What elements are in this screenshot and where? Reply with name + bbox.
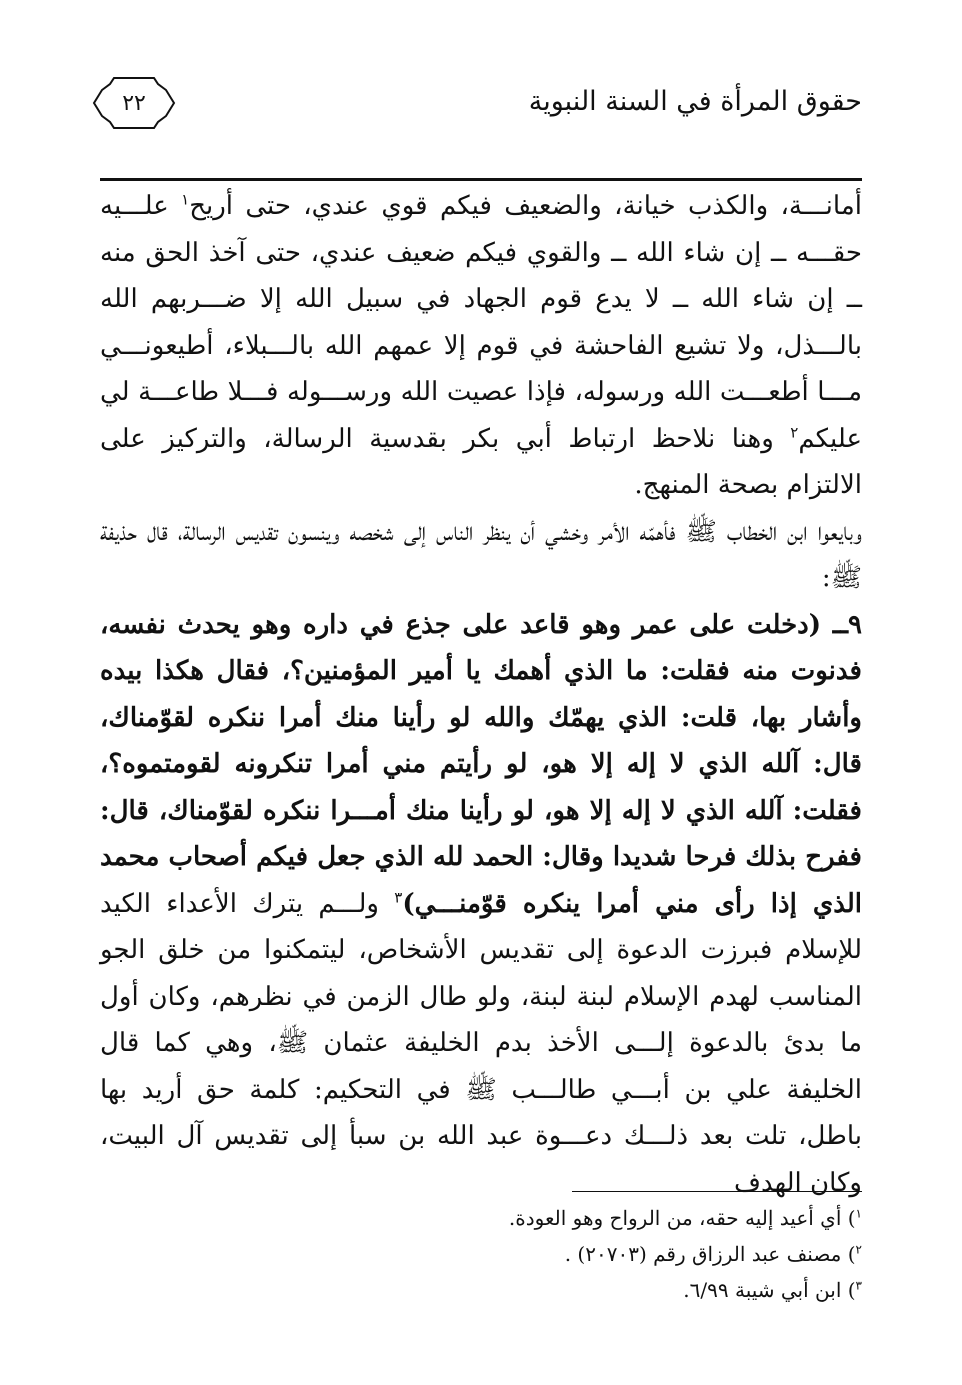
footnote-3 bbox=[100, 1272, 862, 1308]
footnotes bbox=[100, 1200, 862, 1308]
body-text bbox=[100, 183, 862, 1206]
page-number-badge bbox=[92, 74, 176, 132]
p1-segment-3: وهنا نلاحظ ارتباط أبي بكر بقدسية الرسالة، والتركيز على الالتزام بصحة المنهج. bbox=[100, 423, 862, 500]
footnote-2 bbox=[100, 1236, 862, 1272]
footnote-number: ٣ bbox=[855, 1278, 862, 1293]
p1-segment-2: علـــيه حقـــه ــ إن شاء الله ــ والقوي فيكم ضعيف عندي، حتى آخذ الحق منه ــ إن شاء الله ــ لا يدع قوم الجهاد في سبيل الله إلا ضـــربهم الله بالـــذل، ولا تشيع الفاحشة في قوم إلا عمهم الله بالـــبلاء، أطيعونـــي مـــا أطعـــت الله ورسوله، فإذا عصيت الله ورســـوله فـــلا طاعـــة لي عليكم bbox=[100, 191, 862, 454]
footnote-ref-2[interactable]: ٢ bbox=[790, 422, 799, 441]
page-number: ٢٢ bbox=[122, 90, 146, 116]
paragraph-2: وبايعوا ابن الخطاب ﷺ فأهمّه الأمر وخشي أن ينظر الناس إلى شخصه وينسون تقديس الرسالة، قال حذيفة ﷺ: bbox=[100, 516, 862, 593]
hadith-quote: ٩ــ (دخلت على عمر وهو قاعد على جذع في داره وهو يحدث نفسه، فدنوت منه فقلت: ما الذي أهمك يا أمير المؤمنين؟، فقال هكذا بيده وأشار بها، قلت: الذي يهمّك والله لو رأينا منك أمرا ننكره لقوّمناك، قال: آلله الذي لا إله إلا هو، لو رأيتم مني أمرا تنكرونه لقومتموه؟، فقلت: آلله الذي لا إله إلا هو، لو رأينا منك أمـــرا ننكره لقوّمناك، قال: ففرح بذلك فرحا شديدا وقال: الحمد لله الذي جعل فيكم أصحاب محمد الذي إذا رأى مني أمرا ينكره قوّمنـــي) bbox=[100, 609, 862, 919]
footnote-text: ) ابن أبي شيبة ٦/٩٩. bbox=[683, 1278, 856, 1302]
p3-continuation: ولـــم يترك الأعداء الكيد للإسلام فبرزت الدعوة إلى تقديس الأشخاص، ليتمكنوا من خلق الجو المناسب لهدم الإسلام لبنة لبنة، ولو طال الزمن في نظرهم، وكان أول ما بدئ بالدعوة إلـــى الأخذ بدم الخليفة عثمان ﷺ، وهي كما قال الخليفة علي بن أبـــي طالـــب ﷺ في التحكيم: كلمة حق أريد بها باطل، تلت بعد ذلـــك دعـــوة عبد الله بن سبأ إلى تقديس آل البيت، وكان الهدف bbox=[100, 888, 862, 1198]
footnote-1 bbox=[100, 1200, 862, 1236]
paragraph-1 bbox=[100, 183, 862, 509]
running-title: حقوق المرأة في السنة النبوية bbox=[528, 86, 862, 117]
paragraph-3 bbox=[100, 602, 862, 1207]
footnote-ref-3[interactable]: ٣ bbox=[394, 887, 403, 906]
footnote-separator bbox=[572, 1191, 862, 1192]
header-rule bbox=[100, 178, 862, 181]
footnote-text: ) أي أعيد إليه حقه، من الرواح وهو العودة. bbox=[508, 1206, 856, 1230]
footnote-text: ) مصنف عبد الرزاق رقم (٢٠٧٠٣) . bbox=[564, 1242, 856, 1266]
footnote-number: ٢ bbox=[855, 1242, 862, 1257]
p1-segment-1: أمانـــة، والكذب خيانة، والضعيف فيكم قوي عندي، حتى أريح bbox=[189, 191, 862, 221]
footnote-number: ١ bbox=[855, 1206, 862, 1221]
footnote-ref-1[interactable]: ١ bbox=[181, 190, 190, 209]
